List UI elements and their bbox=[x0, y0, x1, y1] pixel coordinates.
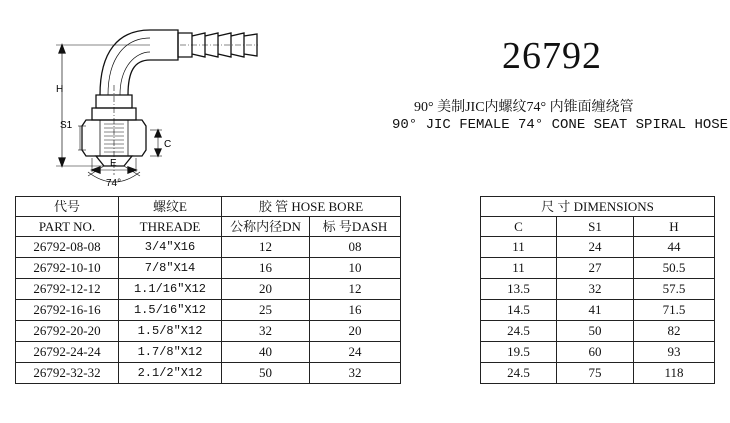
cell-s1: 60 bbox=[557, 342, 634, 363]
cell-c: 24.5 bbox=[481, 363, 557, 384]
cell-dash: 32 bbox=[310, 363, 401, 384]
cell-part-no: 26792-12-12 bbox=[16, 279, 119, 300]
cell-thread: 2.1/2″X12 bbox=[119, 363, 222, 384]
cell-dash: 24 bbox=[310, 342, 401, 363]
cell-h: 57.5 bbox=[634, 279, 715, 300]
cell-h: 71.5 bbox=[634, 300, 715, 321]
table-row bbox=[16, 300, 715, 321]
header-part-no-en: PART NO. bbox=[16, 217, 119, 237]
cell-thread: 1.5/16″X12 bbox=[119, 300, 222, 321]
cell-thread: 1.1/16″X12 bbox=[119, 279, 222, 300]
cell-s1: 32 bbox=[557, 279, 634, 300]
cell-dash: 16 bbox=[310, 300, 401, 321]
table-row bbox=[16, 342, 715, 363]
cell-dash: 08 bbox=[310, 237, 401, 258]
header-thread-en: THREADE bbox=[119, 217, 222, 237]
cell-s1: 27 bbox=[557, 258, 634, 279]
dim-label-h: H bbox=[56, 84, 64, 95]
cell-h: 50.5 bbox=[634, 258, 715, 279]
cell-c: 11 bbox=[481, 237, 557, 258]
dim-label-s1: S1 bbox=[60, 120, 73, 131]
cell-c: 13.5 bbox=[481, 279, 557, 300]
cell-part-no: 26792-20-20 bbox=[16, 321, 119, 342]
cell-dn: 32 bbox=[222, 321, 310, 342]
cell-dash: 10 bbox=[310, 258, 401, 279]
cell-h: 93 bbox=[634, 342, 715, 363]
product-title-en: 90° JIC FEMALE 74° CONE SEAT SPIRAL HOSE bbox=[392, 117, 729, 133]
table-header-row-1 bbox=[16, 197, 715, 217]
header-dash: 标 号DASH bbox=[310, 217, 401, 237]
cell-h: 82 bbox=[634, 321, 715, 342]
table-row bbox=[16, 363, 715, 384]
header-h: H bbox=[634, 217, 715, 237]
cell-dn: 40 bbox=[222, 342, 310, 363]
cell-thread: 3/4″X16 bbox=[119, 237, 222, 258]
spec-table bbox=[15, 196, 715, 384]
cell-s1: 41 bbox=[557, 300, 634, 321]
header-dimensions: 尺 寸 DIMENSIONS bbox=[481, 197, 715, 217]
cell-part-no: 26792-10-10 bbox=[16, 258, 119, 279]
dim-label-e: E bbox=[110, 158, 117, 169]
table-spacer bbox=[401, 197, 481, 384]
cell-c: 24.5 bbox=[481, 321, 557, 342]
cell-thread: 1.5/8″X12 bbox=[119, 321, 222, 342]
cell-dn: 20 bbox=[222, 279, 310, 300]
cell-dash: 20 bbox=[310, 321, 401, 342]
cell-c: 11 bbox=[481, 258, 557, 279]
fitting-drawing bbox=[0, 0, 260, 195]
cell-c: 19.5 bbox=[481, 342, 557, 363]
cell-thread: 1.7/8″X12 bbox=[119, 342, 222, 363]
table-row bbox=[16, 321, 715, 342]
header-thread-cn: 螺纹E bbox=[119, 197, 222, 217]
cell-dn: 25 bbox=[222, 300, 310, 321]
header-part-no-cn: 代号 bbox=[16, 197, 119, 217]
cell-dash: 12 bbox=[310, 279, 401, 300]
table-row bbox=[16, 279, 715, 300]
cell-thread: 7/8″X14 bbox=[119, 258, 222, 279]
table-header-row-2 bbox=[16, 217, 715, 237]
dim-label-angle: 74° bbox=[106, 178, 122, 189]
header-dn: 公称内径DN bbox=[222, 217, 310, 237]
product-title-cn: 90° 美制JIC内螺纹74° 内锥面缠绕管 bbox=[414, 100, 634, 115]
cell-s1: 75 bbox=[557, 363, 634, 384]
cell-h: 118 bbox=[634, 363, 715, 384]
cell-part-no: 26792-16-16 bbox=[16, 300, 119, 321]
cell-dn: 12 bbox=[222, 237, 310, 258]
cell-s1: 50 bbox=[557, 321, 634, 342]
cell-c: 14.5 bbox=[481, 300, 557, 321]
cell-part-no: 26792-32-32 bbox=[16, 363, 119, 384]
cell-s1: 24 bbox=[557, 237, 634, 258]
cell-dn: 16 bbox=[222, 258, 310, 279]
cell-part-no: 26792-24-24 bbox=[16, 342, 119, 363]
header-s1: S1 bbox=[557, 217, 634, 237]
header-hose-bore: 胶 管 HOSE BORE bbox=[222, 197, 401, 217]
cell-dn: 50 bbox=[222, 363, 310, 384]
cell-h: 44 bbox=[634, 237, 715, 258]
cell-part-no: 26792-08-08 bbox=[16, 237, 119, 258]
header-c: C bbox=[481, 217, 557, 237]
dim-label-c: C bbox=[164, 139, 172, 150]
table-row bbox=[16, 258, 715, 279]
table-row bbox=[16, 237, 715, 258]
part-number-title: 26792 bbox=[502, 35, 602, 77]
